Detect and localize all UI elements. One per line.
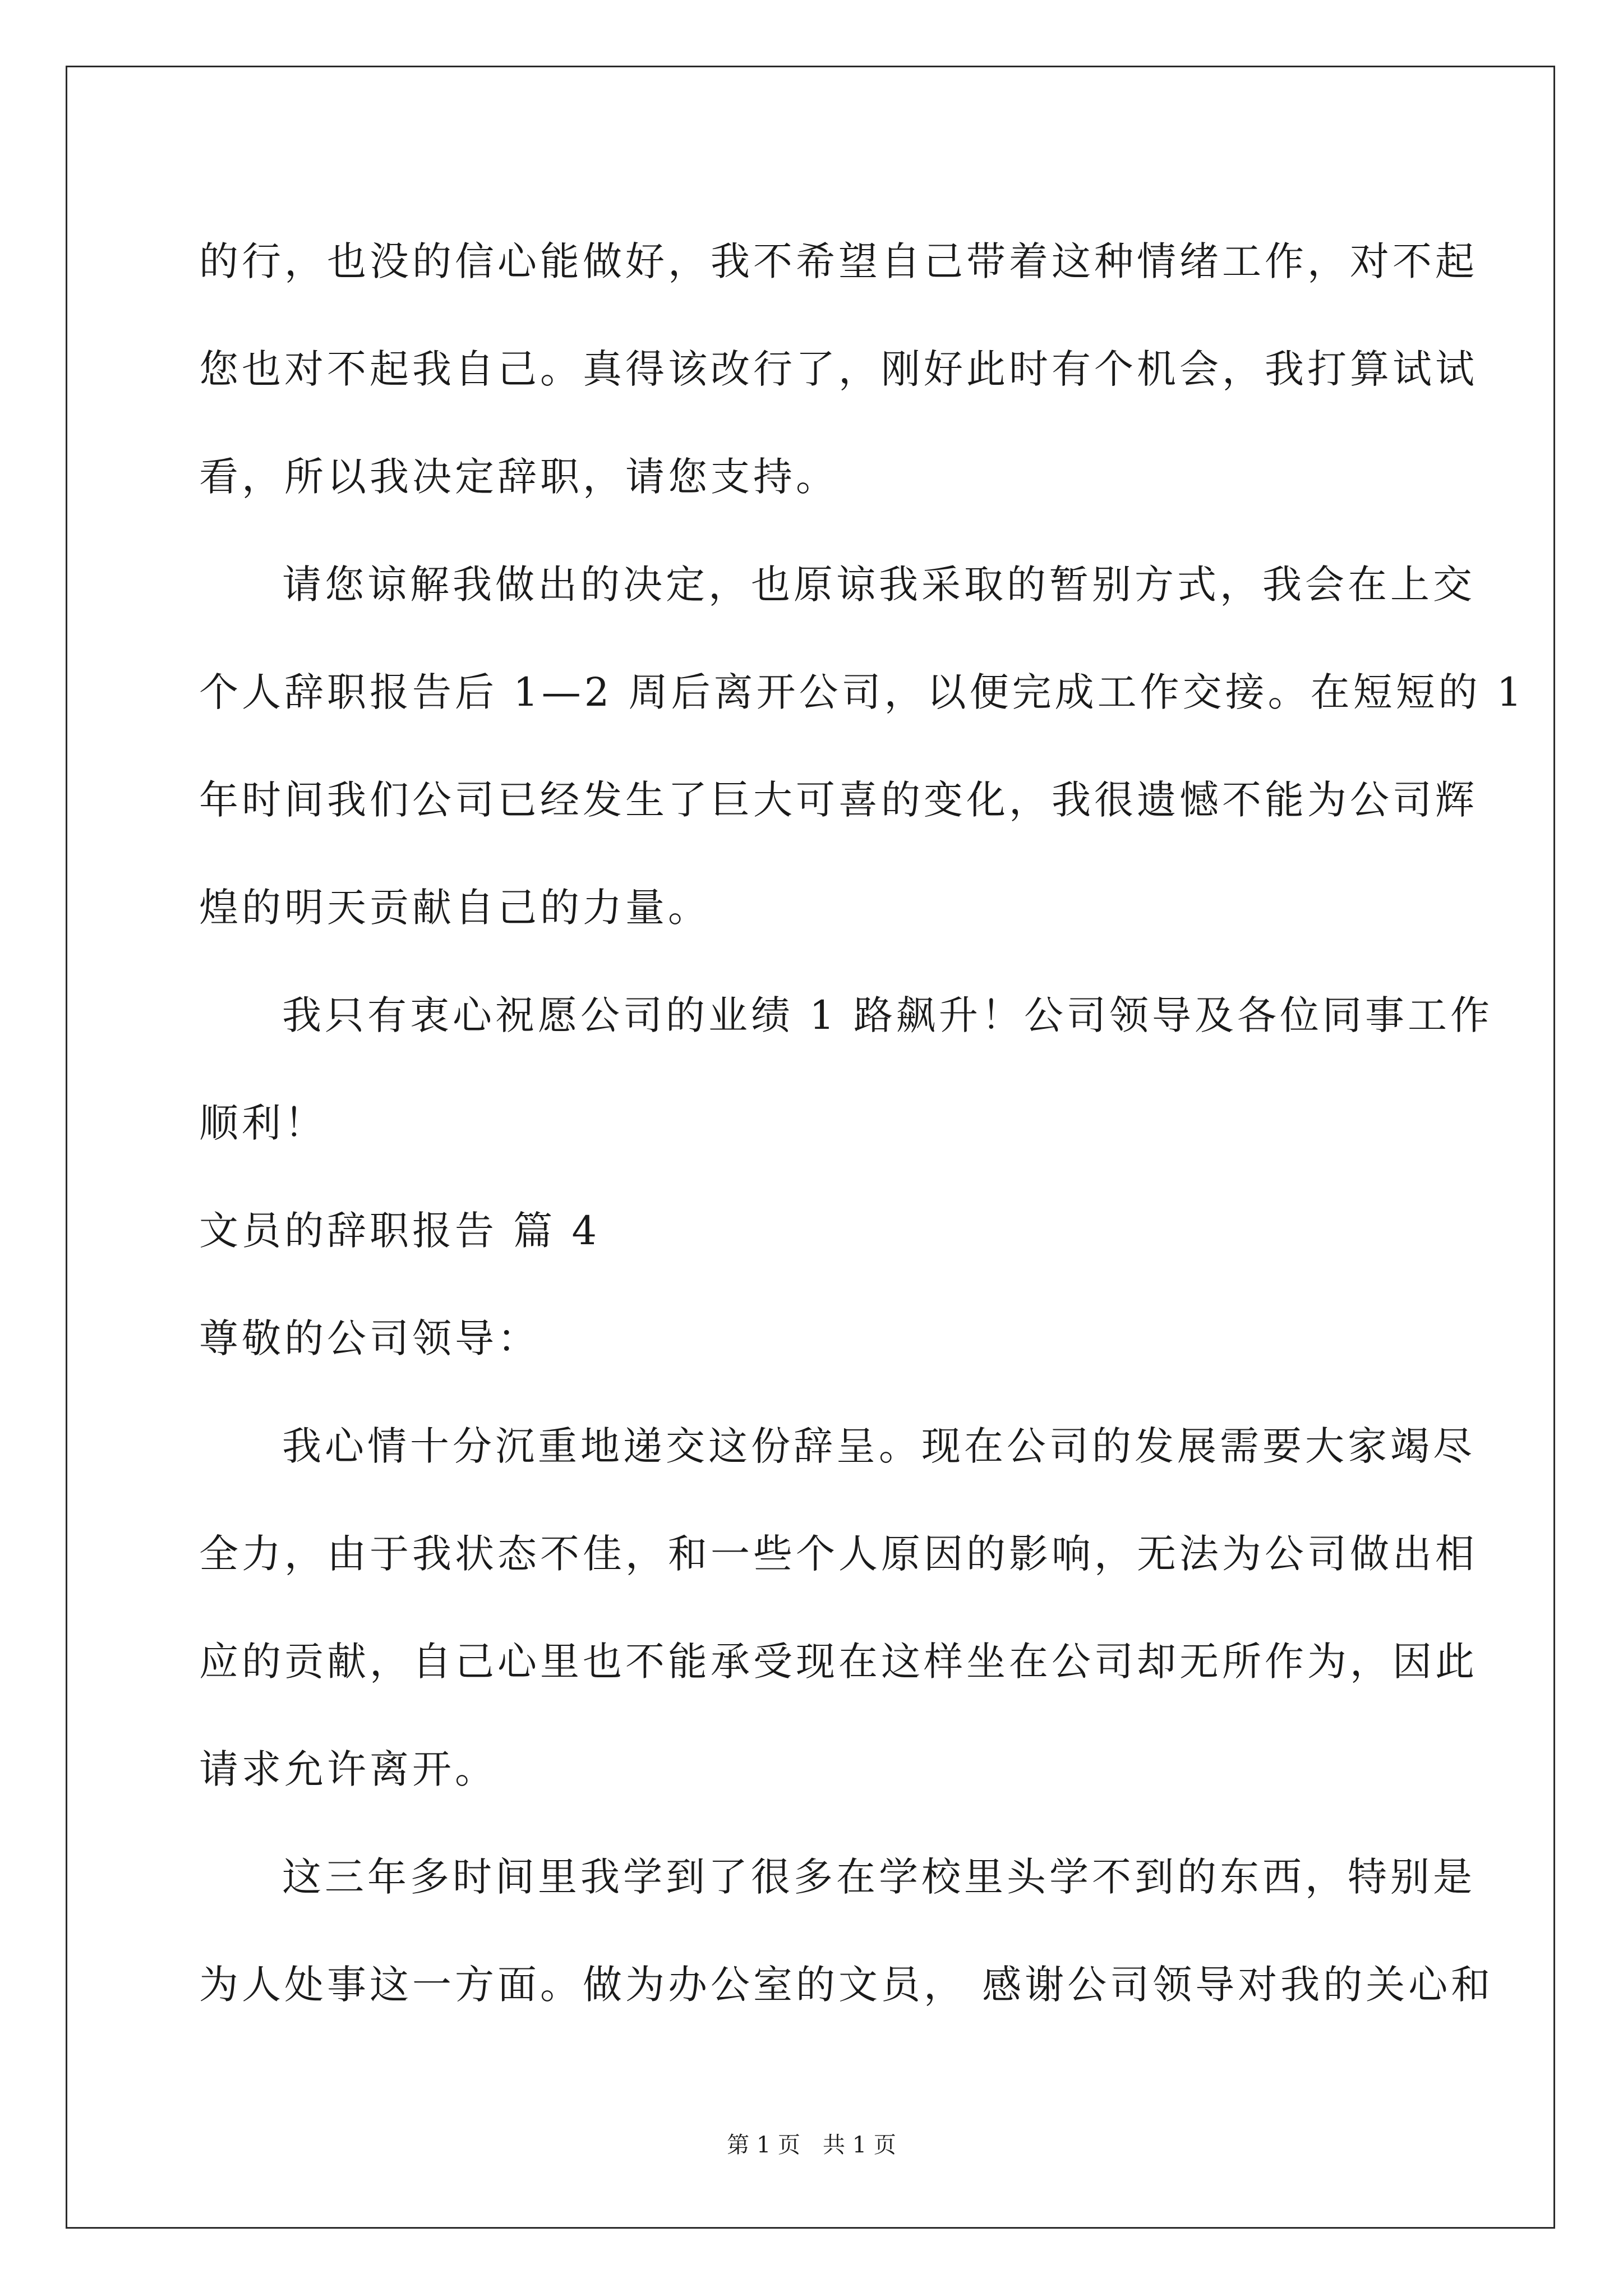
text-line: 看，所以我决定辞职，请您支持。 <box>199 454 838 500</box>
salutation: 尊敬的公司领导： <box>199 1315 540 1361</box>
text-line: 的行，也没的信心能做好，我不希望自己带着这种情绪工作，对不起 <box>199 238 1478 284</box>
text-line: 您也对不起我自己。真得该改行了，刚好此时有个机会，我打算试试 <box>199 346 1478 392</box>
text-line: 为人处事这一方面。做为办公室的文员， 感谢公司领导对我的关心和 <box>199 1962 1494 2008</box>
text-line: 个人辞职报告后 1—2 周后离开公司，以便完成工作交接。在短短的 1 <box>199 669 1525 715</box>
section-heading: 文员的辞职报告 篇 4 <box>199 1208 601 1254</box>
text-line: 我心情十分沉重地递交这份辞呈。现在公司的发展需要大家竭尽 <box>282 1423 1476 1469</box>
page-number: 第 1 页 <box>727 2132 800 2158</box>
page-footer <box>0 2132 1623 2159</box>
text-line: 年时间我们公司已经发生了巨大可喜的变化，我很遗憾不能为公司辉 <box>199 777 1478 823</box>
page-total: 共 1 页 <box>823 2132 896 2158</box>
text-line: 应的贡献，自己心里也不能承受现在这样坐在公司却无所作为，因此 <box>199 1639 1478 1685</box>
text-line: 顺利！ <box>199 1100 327 1146</box>
text-line: 这三年多时间里我学到了很多在学校里头学不到的东西，特别是 <box>282 1854 1476 1900</box>
text-line: 请求允许离开。 <box>199 1746 497 1792</box>
text-line: 请您谅解我做出的决定，也原谅我采取的暂别方式，我会在上交 <box>282 562 1476 608</box>
text-line: 全力，由于我状态不佳，和一些个人原因的影响，无法为公司做出相 <box>199 1531 1478 1577</box>
text-line: 我只有衷心祝愿公司的业绩 1 路飙升！公司领导及各位同事工作 <box>282 992 1493 1038</box>
document-body <box>199 208 1525 2039</box>
text-line: 煌的明天贡献自己的力量。 <box>199 885 711 931</box>
